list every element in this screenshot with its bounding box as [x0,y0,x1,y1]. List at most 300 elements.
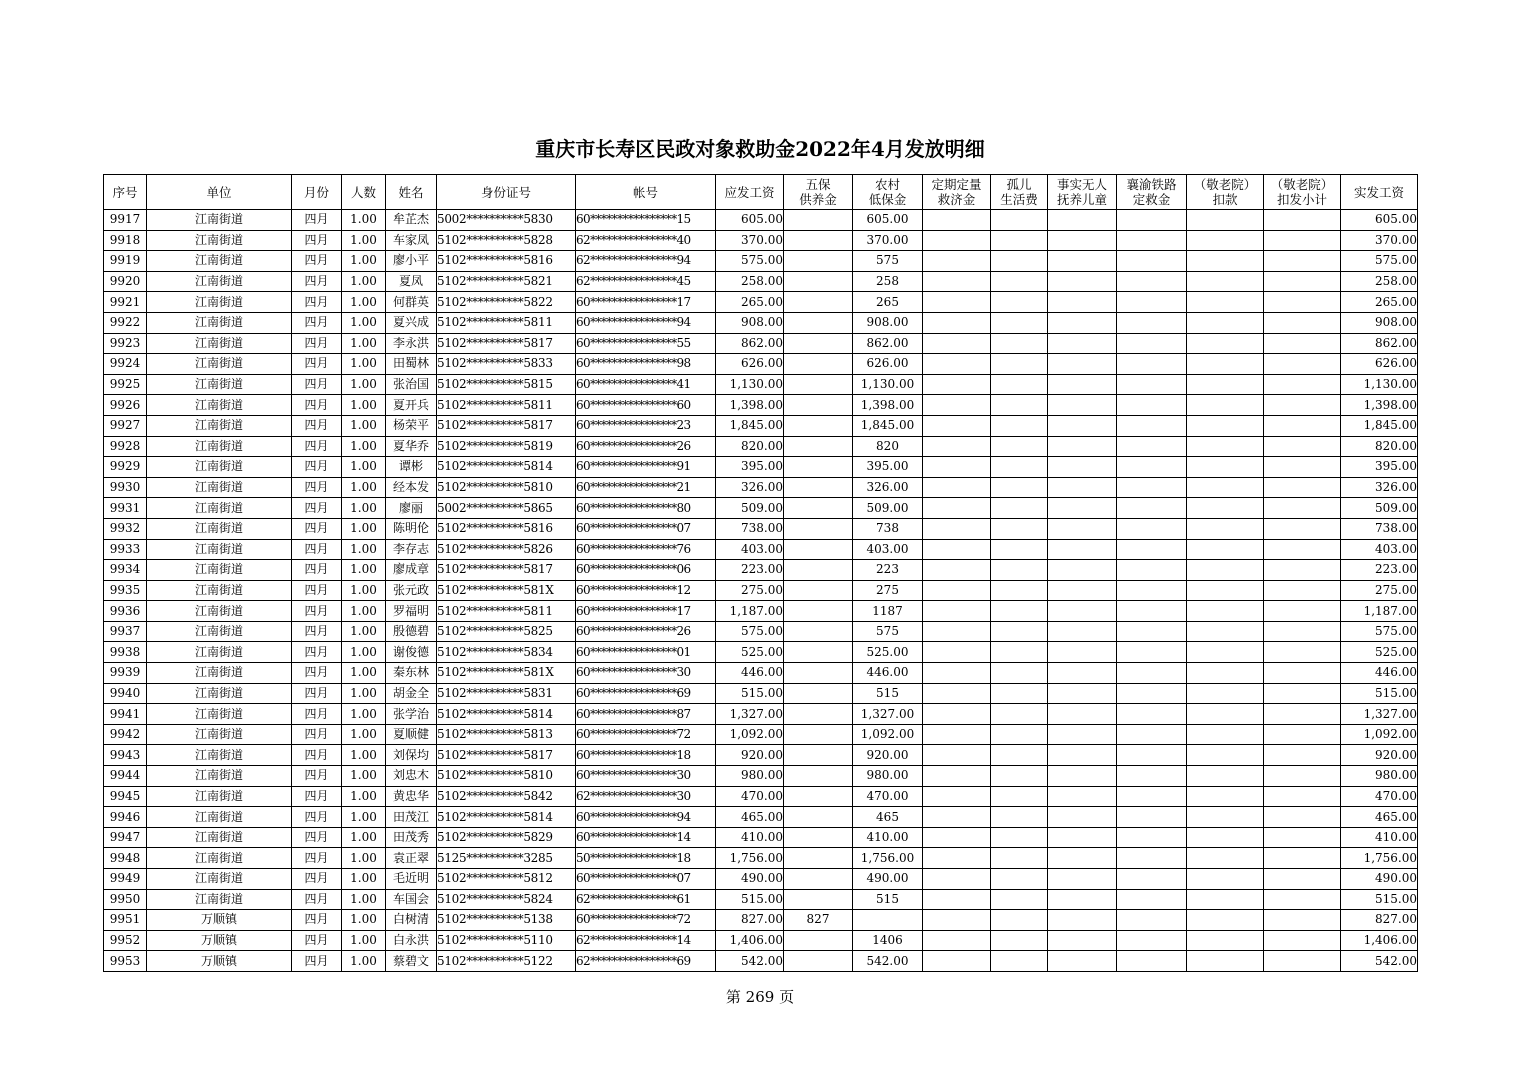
cell-wubao [784,560,853,581]
cell-nursing-deduction [1187,498,1264,519]
cell-actual-pay: 1,845.00 [1341,415,1418,436]
cell-unsupported-child [1048,642,1117,663]
header-col-id-number: 身份证号 [437,175,576,210]
cell-unsupported-child [1048,539,1117,560]
table-row [104,560,1418,581]
cell-unsupported-child [1048,415,1117,436]
table-row [104,786,1418,807]
cell-unsupported-child [1048,683,1117,704]
cell-unit: 江南街道 [147,601,292,622]
cell-unit: 万顺镇 [147,951,292,972]
cell-railway-relief [1117,518,1187,539]
cell-wubao [784,930,853,951]
cell-railway-relief [1117,354,1187,375]
cell-name: 毛近明 [386,869,437,890]
cell-nursing-deduction [1187,210,1264,231]
cell-orphan [991,271,1048,292]
cell-payable: 223.00 [716,560,784,581]
cell-id-number: 5102**********5833 [437,354,576,375]
cell-name: 田茂秀 [386,827,437,848]
cell-unsupported-child [1048,786,1117,807]
cell-seq: 9927 [104,415,147,436]
cell-orphan [991,683,1048,704]
cell-nursing-subtotal [1264,580,1341,601]
cell-wubao [784,374,853,395]
cell-id-number: 5102**********5825 [437,621,576,642]
cell-payable: 605.00 [716,210,784,231]
cell-unit: 江南街道 [147,312,292,333]
table-row [104,251,1418,272]
header-col-unit: 单位 [147,175,292,210]
cell-rural-dibao: 490.00 [853,869,923,890]
cell-payable: 980.00 [716,766,784,787]
header-col-rural-dibao: 农村 低保金 [853,175,923,210]
cell-nursing-subtotal [1264,333,1341,354]
cell-actual-pay: 395.00 [1341,457,1418,478]
cell-id-number: 5102**********5814 [437,807,576,828]
cell-unsupported-child [1048,663,1117,684]
cell-nursing-deduction [1187,580,1264,601]
cell-wubao [784,457,853,478]
cell-unsupported-child [1048,910,1117,931]
cell-nursing-deduction [1187,395,1264,416]
cell-wubao [784,230,853,251]
cell-nursing-subtotal [1264,436,1341,457]
cell-orphan [991,415,1048,436]
cell-account: 60****************12 [576,580,716,601]
cell-nursing-subtotal [1264,621,1341,642]
cell-wubao [784,683,853,704]
cell-rural-dibao: 575 [853,251,923,272]
cell-actual-pay: 1,398.00 [1341,395,1418,416]
cell-account: 60****************80 [576,498,716,519]
cell-nursing-deduction [1187,271,1264,292]
cell-railway-relief [1117,415,1187,436]
cell-orphan [991,724,1048,745]
cell-railway-relief [1117,910,1187,931]
cell-seq: 9948 [104,848,147,869]
cell-seq: 9952 [104,930,147,951]
cell-payable: 490.00 [716,869,784,890]
cell-orphan [991,477,1048,498]
cell-account: 60****************30 [576,766,716,787]
cell-orphan [991,436,1048,457]
cell-railway-relief [1117,374,1187,395]
cell-nursing-subtotal [1264,704,1341,725]
cell-rural-dibao: 1,130.00 [853,374,923,395]
cell-railway-relief [1117,333,1187,354]
cell-payable: 827.00 [716,910,784,931]
cell-nursing-subtotal [1264,848,1341,869]
table-row [104,457,1418,478]
cell-count: 1.00 [342,930,386,951]
cell-wubao [784,539,853,560]
cell-unsupported-child [1048,457,1117,478]
cell-month: 四月 [292,395,342,416]
cell-unit: 江南街道 [147,642,292,663]
cell-unsupported-child [1048,230,1117,251]
cell-count: 1.00 [342,621,386,642]
cell-id-number: 5102**********5821 [437,271,576,292]
cell-orphan [991,930,1048,951]
cell-actual-pay: 980.00 [1341,766,1418,787]
cell-regular-relief [923,436,991,457]
cell-nursing-subtotal [1264,312,1341,333]
cell-account: 60****************30 [576,663,716,684]
cell-regular-relief [923,786,991,807]
cell-month: 四月 [292,539,342,560]
cell-wubao [784,827,853,848]
cell-id-number: 5125**********3285 [437,848,576,869]
cell-payable: 275.00 [716,580,784,601]
header-col-account: 帐号 [576,175,716,210]
cell-id-number: 5102**********5829 [437,827,576,848]
cell-railway-relief [1117,436,1187,457]
cell-regular-relief [923,354,991,375]
table-row [104,745,1418,766]
cell-unit: 江南街道 [147,477,292,498]
cell-wubao [784,312,853,333]
cell-nursing-subtotal [1264,518,1341,539]
cell-wubao [784,848,853,869]
cell-unsupported-child [1048,869,1117,890]
cell-unsupported-child [1048,704,1117,725]
cell-account: 60****************72 [576,910,716,931]
cell-id-number: 5102**********5814 [437,457,576,478]
cell-actual-pay: 446.00 [1341,663,1418,684]
cell-actual-pay: 258.00 [1341,271,1418,292]
cell-seq: 9928 [104,436,147,457]
cell-count: 1.00 [342,230,386,251]
cell-count: 1.00 [342,498,386,519]
table-row [104,230,1418,251]
cell-account: 62****************69 [576,951,716,972]
cell-orphan [991,807,1048,828]
cell-nursing-subtotal [1264,210,1341,231]
table-row [104,807,1418,828]
cell-orphan [991,910,1048,931]
cell-nursing-subtotal [1264,539,1341,560]
cell-name: 夏凤 [386,271,437,292]
cell-nursing-subtotal [1264,251,1341,272]
cell-rural-dibao: 820 [853,436,923,457]
cell-wubao [784,786,853,807]
cell-wubao [784,251,853,272]
header-col-actual-pay: 实发工资 [1341,175,1418,210]
cell-account: 60****************07 [576,518,716,539]
cell-wubao [784,518,853,539]
cell-count: 1.00 [342,560,386,581]
table-row [104,683,1418,704]
cell-payable: 258.00 [716,271,784,292]
header-col-orphan: 孤儿 生活费 [991,175,1048,210]
cell-regular-relief [923,292,991,313]
cell-month: 四月 [292,621,342,642]
cell-nursing-deduction [1187,477,1264,498]
cell-rural-dibao: 515 [853,683,923,704]
cell-regular-relief [923,230,991,251]
cell-railway-relief [1117,683,1187,704]
cell-id-number: 5102**********5810 [437,766,576,787]
cell-nursing-deduction [1187,436,1264,457]
cell-actual-pay: 920.00 [1341,745,1418,766]
cell-nursing-subtotal [1264,869,1341,890]
cell-id-number: 5102**********5816 [437,518,576,539]
cell-rural-dibao: 542.00 [853,951,923,972]
cell-month: 四月 [292,704,342,725]
cell-railway-relief [1117,642,1187,663]
cell-regular-relief [923,415,991,436]
cell-wubao [784,766,853,787]
cell-id-number: 5102**********5138 [437,910,576,931]
cell-regular-relief [923,642,991,663]
cell-id-number: 5102**********5826 [437,539,576,560]
cell-month: 四月 [292,518,342,539]
cell-unit: 江南街道 [147,374,292,395]
cell-nursing-subtotal [1264,827,1341,848]
cell-seq: 9930 [104,477,147,498]
cell-count: 1.00 [342,807,386,828]
cell-nursing-deduction [1187,415,1264,436]
cell-rural-dibao: 920.00 [853,745,923,766]
cell-payable: 738.00 [716,518,784,539]
cell-unit: 万顺镇 [147,930,292,951]
cell-rural-dibao: 410.00 [853,827,923,848]
cell-unsupported-child [1048,560,1117,581]
cell-unsupported-child [1048,724,1117,745]
cell-actual-pay: 738.00 [1341,518,1418,539]
cell-wubao [784,663,853,684]
cell-nursing-deduction [1187,951,1264,972]
cell-unsupported-child [1048,395,1117,416]
cell-id-number: 5102**********5817 [437,333,576,354]
cell-seq: 9944 [104,766,147,787]
cell-account: 60****************26 [576,436,716,457]
cell-orphan [991,395,1048,416]
cell-actual-pay: 410.00 [1341,827,1418,848]
cell-actual-pay: 605.00 [1341,210,1418,231]
header-col-seq: 序号 [104,175,147,210]
cell-month: 四月 [292,271,342,292]
cell-rural-dibao: 465 [853,807,923,828]
cell-railway-relief [1117,210,1187,231]
table-row [104,292,1418,313]
header-col-unsupported-child: 事实无人 抚养儿童 [1048,175,1117,210]
cell-railway-relief [1117,601,1187,622]
cell-payable: 410.00 [716,827,784,848]
cell-payable: 446.00 [716,663,784,684]
cell-actual-pay: 862.00 [1341,333,1418,354]
cell-unsupported-child [1048,518,1117,539]
cell-wubao [784,292,853,313]
cell-name: 袁正翠 [386,848,437,869]
cell-actual-pay: 820.00 [1341,436,1418,457]
cell-unsupported-child [1048,210,1117,231]
cell-seq: 9945 [104,786,147,807]
cell-nursing-subtotal [1264,560,1341,581]
table-row [104,580,1418,601]
cell-nursing-deduction [1187,683,1264,704]
cell-railway-relief [1117,848,1187,869]
cell-nursing-deduction [1187,766,1264,787]
cell-wubao [784,271,853,292]
cell-nursing-deduction [1187,354,1264,375]
cell-payable: 515.00 [716,889,784,910]
cell-nursing-deduction [1187,642,1264,663]
table-row [104,621,1418,642]
cell-account: 60****************60 [576,395,716,416]
cell-railway-relief [1117,869,1187,890]
cell-unit: 江南街道 [147,271,292,292]
cell-payable: 1,092.00 [716,724,784,745]
cell-regular-relief [923,889,991,910]
cell-account: 60****************55 [576,333,716,354]
cell-wubao [784,333,853,354]
cell-unit: 江南街道 [147,560,292,581]
cell-actual-pay: 542.00 [1341,951,1418,972]
cell-month: 四月 [292,889,342,910]
cell-nursing-deduction [1187,518,1264,539]
table-row [104,271,1418,292]
cell-id-number: 5102**********5813 [437,724,576,745]
cell-actual-pay: 326.00 [1341,477,1418,498]
cell-month: 四月 [292,663,342,684]
table-row [104,539,1418,560]
cell-month: 四月 [292,333,342,354]
cell-payable: 1,845.00 [716,415,784,436]
table-row [104,210,1418,231]
cell-regular-relief [923,560,991,581]
cell-unsupported-child [1048,312,1117,333]
cell-payable: 509.00 [716,498,784,519]
cell-railway-relief [1117,724,1187,745]
cell-payable: 403.00 [716,539,784,560]
cell-wubao [784,580,853,601]
cell-rural-dibao: 223 [853,560,923,581]
cell-payable: 1,187.00 [716,601,784,622]
cell-orphan [991,498,1048,519]
cell-month: 四月 [292,312,342,333]
cell-account: 60****************69 [576,683,716,704]
cell-seq: 9939 [104,663,147,684]
cell-payable: 1,756.00 [716,848,784,869]
cell-rural-dibao: 908.00 [853,312,923,333]
cell-payable: 908.00 [716,312,784,333]
cell-nursing-subtotal [1264,724,1341,745]
cell-nursing-subtotal [1264,457,1341,478]
cell-nursing-deduction [1187,230,1264,251]
cell-unit: 江南街道 [147,251,292,272]
cell-month: 四月 [292,766,342,787]
cell-wubao [784,621,853,642]
cell-unit: 江南街道 [147,292,292,313]
cell-payable: 820.00 [716,436,784,457]
cell-orphan [991,539,1048,560]
cell-id-number: 5102**********5817 [437,560,576,581]
header-col-month: 月份 [292,175,342,210]
cell-name: 李存志 [386,539,437,560]
cell-nursing-subtotal [1264,374,1341,395]
header-col-count: 人数 [342,175,386,210]
cell-account: 60****************98 [576,354,716,375]
cell-account: 60****************23 [576,415,716,436]
cell-orphan [991,292,1048,313]
cell-name: 夏华乔 [386,436,437,457]
cell-name: 白永洪 [386,930,437,951]
cell-orphan [991,354,1048,375]
cell-unsupported-child [1048,251,1117,272]
cell-unit: 江南街道 [147,415,292,436]
cell-seq: 9936 [104,601,147,622]
cell-name: 张治国 [386,374,437,395]
cell-unsupported-child [1048,766,1117,787]
cell-count: 1.00 [342,539,386,560]
cell-unit: 江南街道 [147,724,292,745]
cell-payable: 626.00 [716,354,784,375]
cell-regular-relief [923,704,991,725]
header-col-railway-relief: 襄渝铁路 定救金 [1117,175,1187,210]
cell-unsupported-child [1048,848,1117,869]
cell-payable: 515.00 [716,683,784,704]
cell-month: 四月 [292,292,342,313]
cell-unit: 江南街道 [147,333,292,354]
cell-unit: 江南街道 [147,580,292,601]
cell-count: 1.00 [342,642,386,663]
cell-payable: 470.00 [716,786,784,807]
table-row [104,910,1418,931]
cell-unit: 江南街道 [147,745,292,766]
cell-count: 1.00 [342,292,386,313]
cell-rural-dibao: 525.00 [853,642,923,663]
cell-count: 1.00 [342,374,386,395]
cell-wubao [784,436,853,457]
cell-count: 1.00 [342,210,386,231]
cell-seq: 9922 [104,312,147,333]
cell-seq: 9934 [104,560,147,581]
cell-seq: 9933 [104,539,147,560]
cell-payable: 1,327.00 [716,704,784,725]
cell-wubao [784,354,853,375]
cell-name: 车国会 [386,889,437,910]
cell-name: 张元政 [386,580,437,601]
cell-actual-pay: 490.00 [1341,869,1418,890]
cell-regular-relief [923,663,991,684]
cell-orphan [991,869,1048,890]
cell-unsupported-child [1048,354,1117,375]
table-row [104,889,1418,910]
cell-month: 四月 [292,786,342,807]
cell-payable: 575.00 [716,251,784,272]
cell-unsupported-child [1048,930,1117,951]
cell-count: 1.00 [342,271,386,292]
table-row [104,601,1418,622]
cell-nursing-deduction [1187,724,1264,745]
cell-nursing-deduction [1187,745,1264,766]
cell-name: 杨荣平 [386,415,437,436]
cell-month: 四月 [292,251,342,272]
cell-actual-pay: 1,756.00 [1341,848,1418,869]
cell-month: 四月 [292,436,342,457]
cell-account: 60****************26 [576,621,716,642]
cell-nursing-deduction [1187,786,1264,807]
cell-count: 1.00 [342,724,386,745]
cell-seq: 9921 [104,292,147,313]
cell-railway-relief [1117,786,1187,807]
cell-name: 谢俊德 [386,642,437,663]
table-row [104,354,1418,375]
cell-name: 殷德碧 [386,621,437,642]
cell-railway-relief [1117,477,1187,498]
